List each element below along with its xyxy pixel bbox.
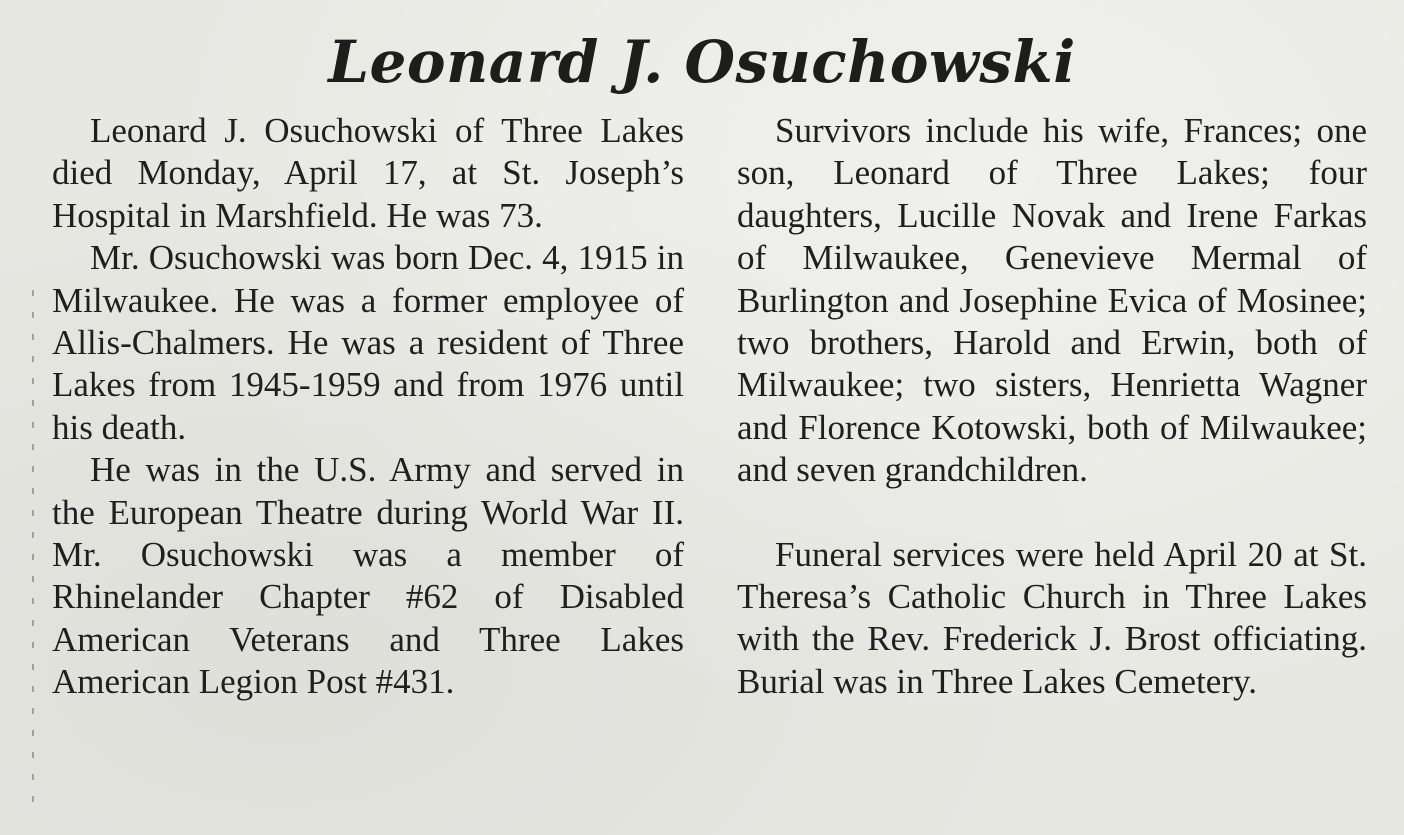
paragraph-survivors: Survivors include his wife, Frances; one son, Leonard of Three Lakes; four daughters, Lucille Novak and Irene Farkas of Milwaukee, Genevieve Mermal of Burlington and Josephine Evica of Mosinee; two brothers, Harold and Erwin, both of Milwaukee; two sisters, Henrietta Wagner and Florence Kotowski, both of Milwaukee; and seven grandchildren. <box>737 111 1367 490</box>
clipping-edge-mark <box>32 290 34 810</box>
paragraph-biography: Mr. Osuchowski was born Dec. 4, 1915 in Milwaukee. He was a former employee of Allis-Chalmers. He was a resident of Three Lakes from 1945-1959 and from 1976 until his death. <box>52 238 684 447</box>
paragraph-military-service: He was in the U.S. Army and served in the European Theatre during World War II. Mr. Osuchowski was a member of Rhinelander Chapter #62 of Disabled American Veterans and Three Lakes American Legion Post #431. <box>52 450 684 702</box>
left-column <box>52 110 684 704</box>
paragraph-death-notice: Leonard J. Osuchowski of Three Lakes died Monday, April 17, at St. Joseph’s Hospital in Marshfield. He was 73. <box>52 111 684 235</box>
right-column <box>737 110 1367 703</box>
obituary-headline: Leonard J. Osuchowski <box>328 28 1076 96</box>
paragraph-funeral-services: Funeral services were held April 20 at St. Theresa’s Catholic Church in Three Lakes with the Rev. Frederick J. Brost officiating. Burial was in Three Lakes Cemetery. <box>737 534 1367 701</box>
